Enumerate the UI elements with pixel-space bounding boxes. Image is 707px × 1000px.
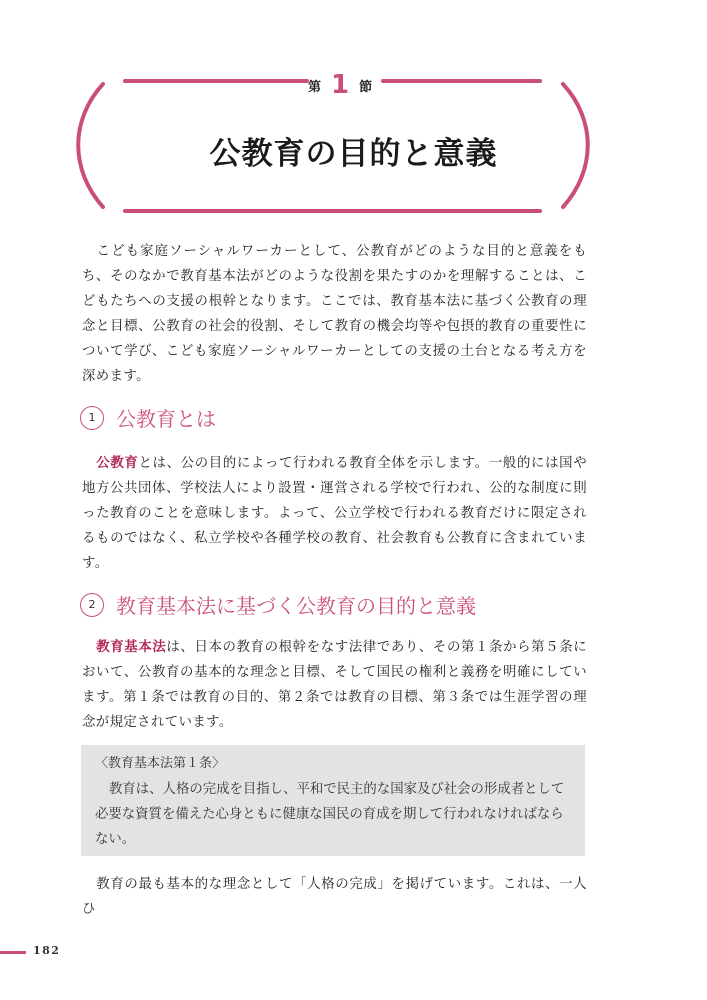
subsection-2-paragraph xyxy=(82,635,587,735)
subsection-1-paragraph xyxy=(82,451,587,576)
subsection-2-title: 教育基本法に基づく公教育の目的と意義 xyxy=(116,594,476,618)
subsection-1-title: 公教育とは xyxy=(116,407,216,431)
closing-text: 教育の最も基本的な理念として「人格の完成」を掲げています。これは、一人ひ xyxy=(82,877,587,917)
intro-text: こども家庭ソーシャルワーカーとして、公教育がどのような目的と意義をもち、そのなかで教育基本法がどのような役割を果たすのかを理解することは、こどもたちへの支援の根幹となります。ここでは、教育基本法に基づく公教育の理念と目標、公教育の社会的役割、そして教育の機会均等や包摂的教育の重要性について学び、こども家庭ソーシャルワーカーとしての支援の土台となる考え方を深めます。 xyxy=(82,244,587,384)
footer-accent-bar xyxy=(0,951,26,954)
closing-paragraph xyxy=(82,872,587,922)
quote-title: 〈教育基本法第１条〉 xyxy=(95,756,226,771)
section-label xyxy=(308,72,372,98)
section-prefix: 第 xyxy=(308,79,322,95)
subsection-2-heading xyxy=(80,590,476,619)
section-suffix: 節 xyxy=(359,79,373,95)
quote-text: 教育は、人格の完成を目指し、平和で民主的な国家及び社会の形成者として必要な資質を備えた心身ともに健康な国民の育成を期して行われなければならない。 xyxy=(95,782,565,847)
subsection-1-text: とは、公の目的によって行われる教育全体を示します。一般的には国や地方公共団体、学校法人により設置・運営される学校で行われ、公的な制度に則った教育のことを意味します。よって、公立学校で行われる教育だけに限定されるものではなく、私立学校や各種学校の教育、社会教育も公教育に含まれています。 xyxy=(82,456,587,571)
law-quote-box xyxy=(81,745,585,856)
keyword-basic-act: 教育基本法 xyxy=(96,640,167,655)
quote-body xyxy=(95,777,573,852)
intro-paragraph xyxy=(82,239,587,389)
subsection-1-heading xyxy=(80,403,216,432)
page-title: 公教育の目的と意義 xyxy=(209,136,498,172)
keyword-public-education: 公教育 xyxy=(96,456,139,471)
page-number: 182 xyxy=(33,944,61,957)
section-number: 1 xyxy=(331,70,350,100)
subsection-1-number: 1 xyxy=(80,406,104,430)
section-frame xyxy=(0,0,707,230)
subsection-2-number: 2 xyxy=(80,593,104,617)
subsection-2-text: は、日本の教育の根幹をなす法律であり、その第１条から第５条において、公教育の基本的な理念と目標、そして国民の権利と義務を明確にしています。第１条では教育の目的、第２条では教育の目標、第３条では生涯学習の理念が規定されています。 xyxy=(82,640,588,730)
